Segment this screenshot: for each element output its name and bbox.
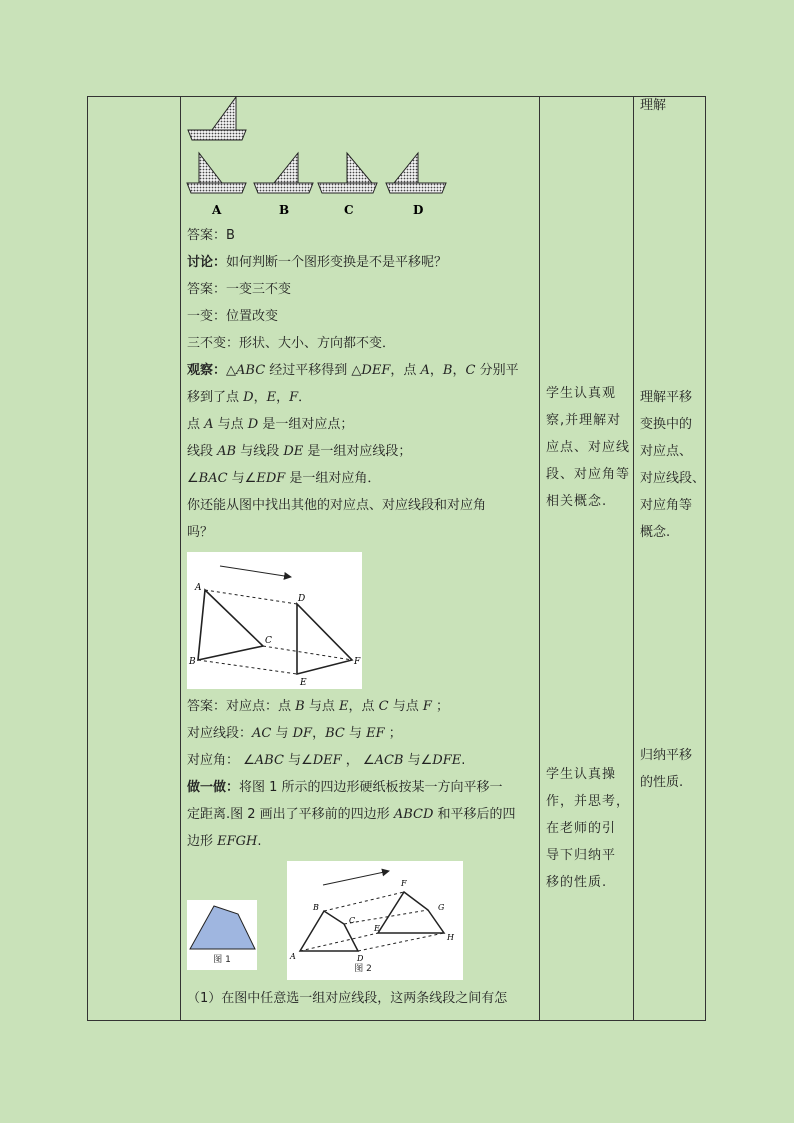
student-line: 作，并思考， — [546, 794, 631, 809]
intent-line: 变换中的 — [640, 417, 693, 432]
t: ， — [253, 390, 267, 405]
option-a-sailboat — [187, 153, 246, 193]
t: 点 — [187, 417, 205, 432]
original-sailboat — [188, 97, 246, 140]
answer-segments-line — [187, 724, 402, 744]
t: . — [257, 834, 262, 849]
t: ， ∠ — [341, 753, 375, 768]
intent-line: 的性质. — [640, 775, 684, 790]
doit-label: 做一做： — [187, 780, 240, 795]
t: C — [378, 699, 389, 714]
student-line: 应点、对应线 — [546, 440, 631, 455]
col-divider-1 — [180, 97, 181, 1020]
intent-line: 归纳平移 — [640, 748, 693, 763]
student-line: 导下归纳平 — [546, 848, 617, 863]
t: △ — [226, 363, 237, 378]
choice-label-d: D — [413, 203, 424, 217]
t: ， — [276, 390, 290, 405]
t: A — [420, 363, 430, 378]
col-divider-2 — [539, 97, 540, 1020]
t: BAC — [198, 471, 228, 486]
t: 线段 — [187, 444, 218, 459]
direction-arrow-2 — [323, 871, 389, 885]
t: 与∠ — [283, 753, 313, 768]
fig2-label-b: B — [313, 903, 319, 912]
observe-line-1 — [187, 361, 519, 381]
fig2-label-g: G — [438, 903, 445, 912]
intent-line: 对应点、 — [640, 444, 693, 459]
t: ； — [384, 726, 402, 741]
question-line-1: 你还能从图中找出其他的对应点、对应线段和对应角 — [187, 498, 487, 513]
intent-line: 概念. — [640, 525, 671, 540]
fig1-label-f: F — [354, 657, 361, 667]
t: ，点 — [390, 363, 421, 378]
t: ； — [431, 699, 449, 714]
option-c-sailboat — [318, 153, 377, 193]
student-line: 段、对应角等 — [546, 467, 631, 482]
sailboat-figures — [184, 96, 454, 220]
t: BC — [325, 726, 345, 741]
intent-line: 理解 — [640, 98, 667, 113]
choice-label-c: C — [344, 203, 354, 217]
student-line: 学生认真观 — [546, 386, 617, 401]
student-activity-1 — [546, 380, 632, 515]
fig2-label-d: D — [357, 954, 364, 963]
t: 和平移后的四 — [433, 807, 516, 822]
t: B — [295, 699, 305, 714]
col-divider-3 — [633, 97, 634, 1020]
t: 与点 — [388, 699, 423, 714]
translation-dashes-2 — [300, 892, 444, 951]
t: F — [289, 390, 299, 405]
answer-b: 答案：B — [187, 228, 235, 243]
fig2-label-a: A — [290, 952, 296, 961]
intent-line: 对应角等 — [640, 498, 693, 513]
triangle-abc — [198, 590, 263, 660]
t: D — [247, 417, 259, 432]
t: 与点 — [213, 417, 248, 432]
fig1-label-d: D — [298, 594, 306, 604]
corresponding-segments-line — [187, 442, 411, 462]
t: AC — [252, 726, 272, 741]
answer-angles-line — [187, 751, 465, 771]
t: 对应线段： — [187, 726, 253, 741]
t: 与线段 — [236, 444, 284, 459]
t: 是一组对应线段； — [303, 444, 412, 459]
triangle-translation-figure — [187, 552, 362, 689]
t: EF — [366, 726, 385, 741]
student-line: 相关概念. — [546, 494, 608, 509]
t: . — [461, 753, 466, 768]
t: DEF — [361, 363, 391, 378]
fig1-label-c: C — [265, 636, 272, 646]
t: F — [422, 699, 432, 714]
corresponding-angles-line — [187, 469, 380, 489]
figure-2-translation — [287, 861, 463, 980]
question-line-2: 吗？ — [187, 525, 214, 540]
t: DEF — [312, 753, 342, 768]
intent-line: 对应线段、 — [640, 471, 706, 486]
t: 对应角： ∠ — [187, 753, 255, 768]
discuss-text: 如何判断一个图形变换是不是平移呢？ — [226, 255, 448, 270]
t: 与点 — [304, 699, 339, 714]
t: 将图 1 所示的四边形硬纸板按某一方向平移一 — [239, 780, 503, 795]
design-intent-1 — [640, 384, 706, 546]
corresponding-points-line — [187, 415, 353, 435]
t: 经过平移得到 △ — [265, 363, 362, 378]
figure-2-caption: 图 2 — [354, 964, 372, 974]
t: ． — [298, 390, 312, 405]
student-line: 学生认真操 — [546, 767, 617, 782]
student-activity-2 — [546, 761, 632, 896]
t: EDF — [256, 471, 286, 486]
t: ， — [312, 726, 326, 741]
doit-line-2 — [187, 805, 516, 825]
t: D — [243, 390, 254, 405]
t: EFGH — [217, 834, 258, 849]
last-question-line: （1）在图中任意选一组对应线段，这两条线段之间有怎 — [187, 991, 508, 1006]
t: 与 — [344, 726, 367, 741]
intent-line: 理解平移 — [640, 390, 693, 405]
t: ABC — [236, 363, 266, 378]
design-intent-top — [640, 92, 706, 119]
figure-1-caption: 图 1 — [213, 955, 231, 965]
t: B — [442, 363, 453, 378]
triangle-def — [297, 604, 352, 674]
fig1-label-e: E — [300, 678, 307, 688]
t: AB — [217, 444, 237, 459]
t: A — [204, 417, 214, 432]
answer-points-line — [187, 697, 449, 717]
t: 边形 — [187, 834, 218, 849]
t: E — [266, 390, 277, 405]
student-line: 在老师的引 — [546, 821, 617, 836]
t: 与∠ — [403, 753, 433, 768]
t: ， — [429, 363, 443, 378]
fig1-label-b: B — [189, 657, 196, 667]
translation-dashes — [198, 590, 352, 674]
doit-line-3 — [187, 832, 262, 852]
fig2-label-f: F — [401, 879, 407, 888]
t: DFE — [432, 753, 462, 768]
t: E — [338, 699, 349, 714]
answer-rule: 答案：一变三不变 — [187, 282, 292, 297]
observe-label: 观察： — [187, 363, 227, 378]
t: 分别平 — [475, 363, 519, 378]
three-unchanged: 三不变：形状、大小、方向都不变． — [187, 336, 396, 351]
t: 答案：对应点：点 — [187, 699, 296, 714]
option-d-sailboat — [386, 153, 446, 193]
observe-line-2 — [187, 388, 311, 408]
doit-line-1 — [187, 778, 503, 798]
choice-label-a: A — [212, 203, 222, 217]
t: ABCD — [393, 807, 434, 822]
t: 定距离.图 2 画出了平移前的四边形 — [187, 807, 394, 822]
t: ，点 — [348, 699, 379, 714]
t: C — [465, 363, 476, 378]
t: ， — [452, 363, 466, 378]
student-line: 察,并理解对 — [546, 413, 622, 428]
fig2-label-c: C — [349, 916, 356, 925]
direction-arrow — [220, 566, 291, 577]
t: DE — [283, 444, 304, 459]
t: 与 — [271, 726, 293, 741]
figure-1-quadrilateral — [187, 900, 257, 970]
t: DF — [292, 726, 313, 741]
option-b-sailboat — [254, 153, 313, 193]
t: 移到了点 — [187, 390, 244, 405]
design-intent-2 — [640, 742, 706, 796]
discuss-label: 讨论： — [187, 255, 227, 270]
student-line: 移的性质. — [546, 875, 608, 890]
fig2-label-e: E — [374, 924, 380, 933]
cardboard-quadrilateral — [190, 906, 255, 949]
fig1-label-a: A — [195, 583, 202, 593]
choice-label-b: B — [279, 203, 290, 217]
t: ABC — [254, 753, 284, 768]
discuss-line — [187, 253, 447, 273]
t: ACB — [374, 753, 404, 768]
t: 是一组对应点； — [258, 417, 354, 432]
fig2-label-h: H — [447, 933, 454, 942]
t: ∠ — [187, 471, 199, 486]
t: 是一组对应角． — [285, 471, 381, 486]
one-change: 一变：位置改变 — [187, 309, 279, 324]
t: 与∠ — [227, 471, 257, 486]
